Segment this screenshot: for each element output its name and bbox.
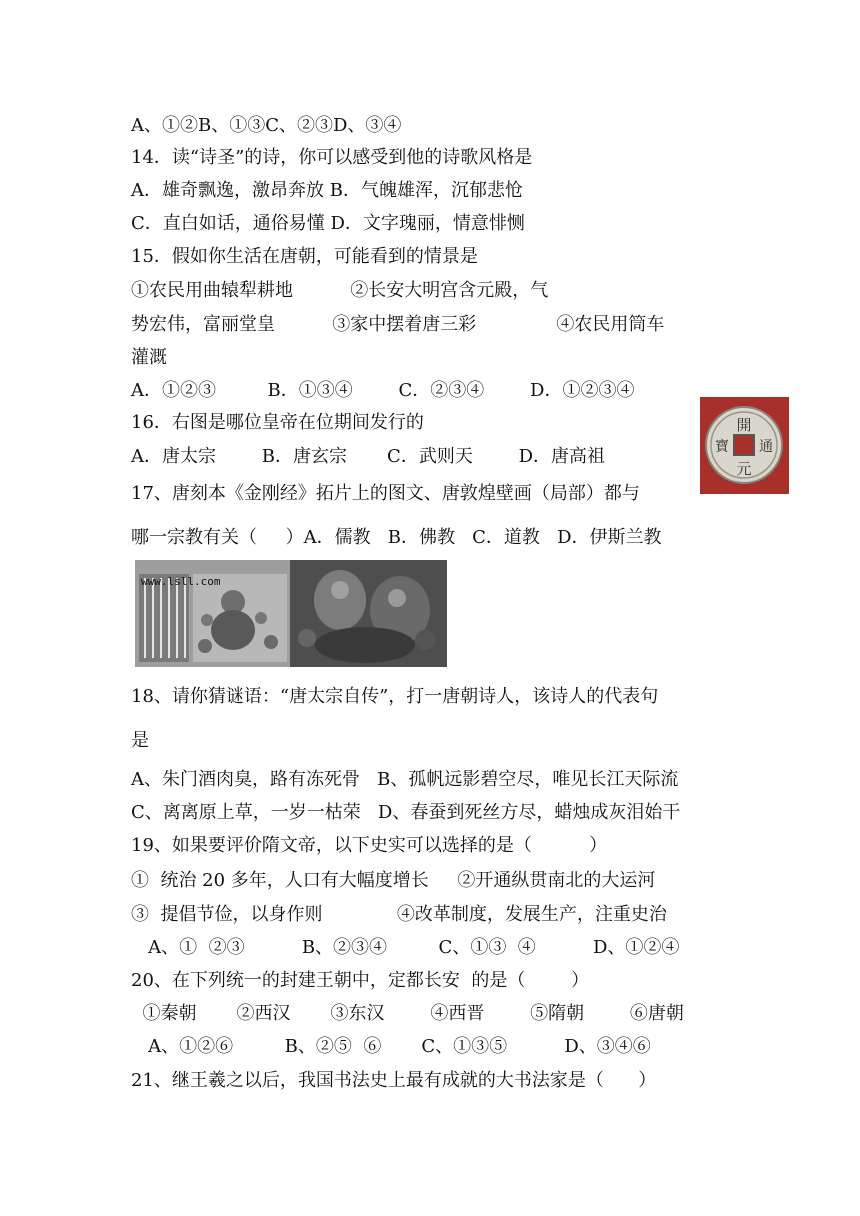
question-16-options: A．唐太宗 B．唐玄宗 C．武则天 D．唐高祖 — [131, 446, 606, 467]
question-15-options: A．①②③ B．①③④ C．②③④ D．①②③④ — [131, 380, 635, 401]
question-21: 21、继王羲之以后，我国书法史上最有成就的大书法家是（ ） — [131, 1070, 657, 1091]
image-watermark: www.lsll.com — [141, 575, 221, 588]
question-18: 18、请你猜谜语：“唐太宗自传”，打一唐朝诗人，该诗人的代表句 — [131, 686, 659, 707]
kaiyuan-coin-image — [700, 397, 789, 494]
diamond-sutra-dunhuang-images — [135, 560, 447, 667]
question-19-options: A、① ②③ B、②③④ C、①③ ④ D、①②④ — [131, 937, 680, 958]
question-15: 15．假如你生活在唐朝，可能看到的情景是 — [131, 246, 478, 267]
question-19-items-1: ① 统治 20 多年，人口有大幅度增长 ②开通纵贯南北的大运河 — [131, 870, 656, 891]
question-18-options-ab: A、朱门酒肉臭，路有冻死骨 B、孤帆远影碧空尽，唯见长江天际流 — [131, 769, 679, 790]
coin-char-top: 開 — [736, 416, 752, 434]
question-18-options-cd: C、离离原上草，一岁一枯荣 D、春蚕到死丝方尽，蜡烛成灰泪始干 — [131, 802, 681, 823]
question-19: 19、如果要评价隋文帝，以下史实可以选择的是（ ） — [131, 835, 608, 856]
question-17-options: 哪一宗教有关（ ）A．儒教 B．佛教 C．道教 D．伊斯兰教 — [131, 527, 662, 548]
question-20: 20、在下列统一的封建王朝中，定都长安 的是（ ） — [131, 970, 590, 991]
question-15-items-1: ①农民用曲辕犁耕地 ②长安大明宫含元殿，气 — [131, 280, 549, 301]
question-14-options-ab: A．雄奇飘逸，激昂奔放 B．气魄雄浑，沉郁悲怆 — [131, 180, 523, 201]
question-18-cont: 是 — [131, 730, 149, 751]
coin-char-bottom: 元 — [736, 460, 752, 478]
question-20-options: A、①②⑥ B、②⑤ ⑥ C、①③⑤ D、③④⑥ — [131, 1036, 651, 1057]
question-15-items-2: 势宏伟，富丽堂皇 ③家中摆着唐三彩 ④农民用筒车 — [131, 314, 665, 335]
question-14: 14．读“诗圣”的诗，你可以感受到他的诗歌风格是 — [131, 147, 533, 168]
coin-char-right: 通 — [759, 439, 773, 455]
question-17: 17、唐刻本《金刚经》拓片上的图文、唐敦煌壁画（局部）都与 — [131, 483, 640, 504]
coin-char-left: 寶 — [715, 439, 729, 455]
question-20-items: ①秦朝 ②西汉 ③东汉 ④西晋 ⑤隋朝 ⑥唐朝 — [131, 1003, 684, 1024]
question-14-options-cd: C．直白如话，通俗易懂 D．文字瑰丽，情意悱恻 — [131, 213, 525, 234]
question-19-items-2: ③ 提倡节俭，以身作则 ④改革制度，发展生产，注重史治 — [131, 904, 667, 925]
question-16: 16．右图是哪位皇帝在位期间发行的 — [131, 412, 424, 433]
question-15-items-3: 灌溉 — [131, 347, 167, 368]
question-14-options-prev: A、①②B、①③C、②③D、③④ — [131, 115, 402, 136]
